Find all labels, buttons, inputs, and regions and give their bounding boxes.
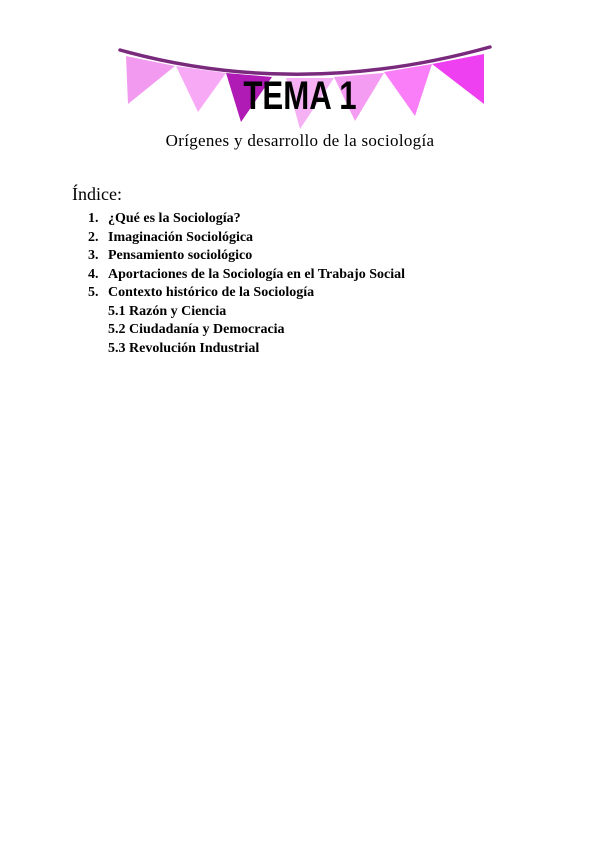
index-heading: Índice: bbox=[72, 184, 122, 204]
toc-item-label: Pensamiento sociológico bbox=[108, 248, 253, 263]
table-of-contents bbox=[88, 210, 405, 358]
toc-item-number: 2. bbox=[88, 229, 99, 245]
toc-subitem: 5.1 Razón y Ciencia bbox=[108, 303, 227, 319]
toc-item-number: 3. bbox=[88, 248, 99, 263]
toc-item bbox=[88, 247, 405, 266]
toc-item bbox=[88, 210, 405, 229]
toc-item bbox=[88, 284, 405, 303]
toc-item-number: 4. bbox=[88, 266, 99, 282]
bunting-string bbox=[120, 47, 490, 74]
toc-item-label: Imaginación Sociológica bbox=[108, 229, 254, 245]
page-subtitle: Orígenes y desarrollo de la sociología bbox=[165, 131, 435, 150]
toc-item-number: 1. bbox=[88, 211, 99, 226]
toc-subitem: 5.2 Ciudadanía y Democracia bbox=[108, 322, 285, 337]
toc-item-number: 5. bbox=[88, 285, 99, 300]
toc-item-label: ¿Qué es la Sociología? bbox=[108, 211, 241, 226]
toc-subitem: 5.3 Revolución Industrial bbox=[108, 340, 260, 356]
toc-item bbox=[88, 266, 405, 285]
page-title: TEMA 1 bbox=[243, 74, 357, 118]
toc-item bbox=[88, 229, 405, 248]
toc-item-label: Aportaciones de la Sociología en el Trabajo Social bbox=[108, 266, 405, 282]
toc-item-label: Contexto histórico de la Sociología bbox=[108, 285, 315, 300]
